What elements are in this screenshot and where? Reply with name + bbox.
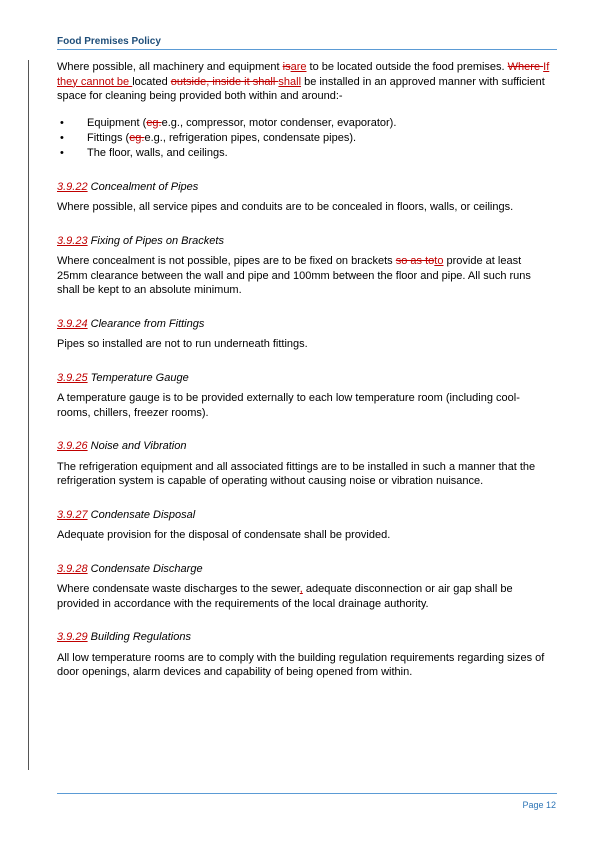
section-body: Where possible, all service pipes and conduits are to be concealed in floors, walls, or ceilings. <box>57 201 514 213</box>
list-item <box>57 146 553 161</box>
section-number: 3.9.28 <box>57 562 88 575</box>
list-item-text: The floor, walls, and ceilings. <box>87 146 228 159</box>
section-heading <box>57 439 553 454</box>
section-3-9-26 <box>57 439 553 489</box>
list-item-text: e.g., refrigeration pipes, condensate pipes). <box>144 131 357 144</box>
section-3-9-24 <box>57 317 553 352</box>
intro-text: Where possible, all machinery and equipment <box>57 61 283 73</box>
deleted-text: Where <box>507 61 544 73</box>
section-title: Condensate Disposal <box>90 508 196 521</box>
document-body <box>57 60 553 680</box>
section-heading <box>57 371 553 386</box>
body-text: Where concealment is not possible, pipes are to be fixed on brackets <box>57 255 396 267</box>
section-title: Condensate Discharge <box>90 562 203 575</box>
header-rule <box>57 49 557 50</box>
section-body <box>57 582 553 611</box>
list-item <box>57 116 553 131</box>
section-title: Fixing of Pipes on Brackets <box>90 234 224 247</box>
inserted-text: If they cannot be <box>57 61 550 88</box>
body-text: provide at least 25mm clearance between the wall and pipe and 100mm between the floor and pipe. All such runs shall be kept to an absolute minimum. <box>57 255 531 296</box>
section-body <box>57 254 553 298</box>
section-number: 3.9.22 <box>57 180 88 193</box>
section-number: 3.9.29 <box>57 631 88 643</box>
section-heading <box>57 180 553 195</box>
page-header-title: Food Premises Policy <box>57 36 161 47</box>
section-body: All low temperature rooms are to comply with the building regulation requirements regarding sizes of door openings, alarm devices and capability of being opened from within. <box>57 651 545 678</box>
intro-paragraph <box>57 60 553 104</box>
section-title: Building Regulations <box>90 631 191 643</box>
section-number: 3.9.24 <box>57 317 88 330</box>
inserted-text: are <box>290 61 307 73</box>
section-3-9-28 <box>57 562 553 612</box>
section-3-9-23 <box>57 234 553 298</box>
list-item <box>57 131 553 146</box>
section-number: 3.9.27 <box>57 508 88 521</box>
section-number: 3.9.23 <box>57 234 88 247</box>
body-text: adequate disconnection or air gap shall be provided in accordance with the requirements of the local drainage authority. <box>57 583 513 610</box>
page-number: Page 12 <box>522 800 556 810</box>
section-number: 3.9.26 <box>57 440 88 452</box>
section-title: Temperature Gauge <box>90 371 189 384</box>
section-3-9-25 <box>57 371 553 421</box>
list-item-text: Fittings ( <box>87 131 130 144</box>
inserted-text: shall <box>278 75 302 88</box>
section-number: 3.9.25 <box>57 371 88 384</box>
section-heading <box>57 630 553 645</box>
section-title: Concealment of Pipes <box>90 180 199 193</box>
equipment-list <box>57 116 553 161</box>
section-heading <box>57 508 553 523</box>
section-3-9-29 <box>57 630 553 680</box>
section-body: Pipes so installed are not to run underneath fittings. <box>57 338 308 350</box>
deleted-text: eg. <box>129 131 145 144</box>
list-item-text: e.g., compressor, motor condenser, evaporator). <box>161 116 397 129</box>
section-3-9-22 <box>57 180 553 215</box>
deleted-text: outside, inside it shall <box>170 75 279 88</box>
inserted-text: , <box>299 583 303 595</box>
footer-rule <box>57 793 557 794</box>
section-body: A temperature gauge is to be provided externally to each low temperature room (including cool-rooms, chillers, freezer rooms). <box>57 392 520 419</box>
section-body: Adequate provision for the disposal of condensate shall be provided. <box>57 529 391 541</box>
deleted-text: so as to <box>395 255 435 267</box>
section-title: Clearance from Fittings <box>90 317 205 330</box>
list-item-text: Equipment ( <box>87 116 147 129</box>
section-heading <box>57 562 553 577</box>
intro-text: to be located outside the food premises. <box>306 61 508 73</box>
change-bar <box>28 60 29 770</box>
section-heading <box>57 234 553 249</box>
inserted-text: to <box>434 255 444 267</box>
intro-text: located <box>132 75 171 88</box>
section-body: The refrigeration equipment and all associated fittings are to be installed in such a manner that the refrigeration system is capable of operating without causing noise or vibration nuisance. <box>57 460 536 487</box>
deleted-text: is <box>282 61 291 73</box>
section-3-9-27 <box>57 508 553 543</box>
intro-text: be installed in an approved manner with sufficient space for cleaning being provided both within and around:- <box>57 75 545 102</box>
deleted-text: eg. <box>146 116 162 129</box>
section-title: Noise and Vibration <box>90 440 187 452</box>
body-text: Where condensate waste discharges to the sewer <box>57 583 300 595</box>
section-heading <box>57 317 553 332</box>
